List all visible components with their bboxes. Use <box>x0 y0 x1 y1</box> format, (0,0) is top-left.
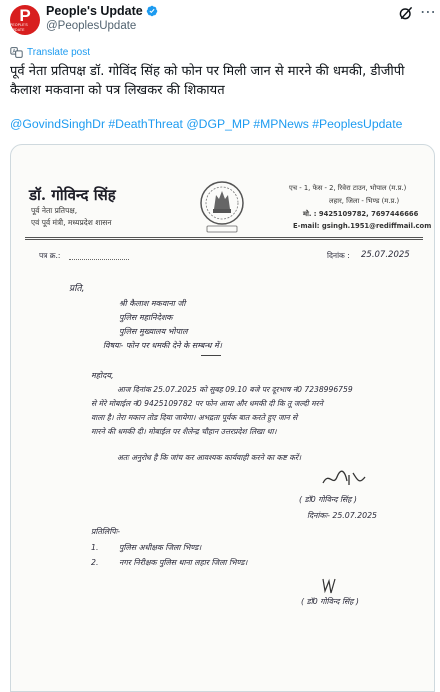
author-name[interactable]: People's Update <box>46 4 143 18</box>
address-line-1: एच - 1, फेस - 2, रिवेरा टाउन, भोपाल (म.प्र.) <box>289 184 407 192</box>
translate-icon <box>10 46 23 59</box>
author-name-row <box>46 4 158 18</box>
letter-subject: विषयः- फोन पर धमकी देने के सम्बन्ध में। <box>103 341 222 350</box>
copy-2-text: नगर निरीक्षक पुलिस थाना लहार जिला भिण्ड। <box>119 558 248 567</box>
letterhead-divider-thin <box>25 239 423 240</box>
addressee-designation: पुलिस महानिदेशक <box>119 313 173 322</box>
avatar-caption: PEOPLE'S UPDATE <box>10 22 28 32</box>
copy-1-number: 1. <box>91 543 99 552</box>
signatory-date: दिनांकः- 25.07.2025 <box>307 511 378 520</box>
date-label: दिनांक : <box>327 251 350 260</box>
letter-salutation: महोदय, <box>91 371 114 380</box>
letter-body-line-1: आज दिनांक 25.07.2025 को सुबह 09.10 बजे पर दूरभाष नं0 7238996759 <box>117 385 353 394</box>
avatar[interactable] <box>10 5 40 35</box>
post-hashtags[interactable]: @GovindSinghDr #DeathThreat @DGP_MP #MPNews #PeoplesUpdate <box>10 117 403 131</box>
svg-text:A: A <box>12 48 16 55</box>
letter-request: अतः अनुरोध है कि जांच कर आवश्यक कार्यवाही करने का कष्ट करें। <box>117 453 302 462</box>
avatar-letter: P <box>19 5 31 25</box>
letter-body-line-4: मारने की धमकी दी। मोबाईल पर शैलेन्द्र चौहान उत्तरप्रदेश लिखा था। <box>91 427 277 436</box>
letter-prati: प्रति, <box>69 284 85 294</box>
email-address: E-mail: gsingh.1951@rediffmail.com <box>293 222 432 230</box>
letterhead-title-1: पूर्व नेता प्रतिपक्ष, <box>31 206 78 215</box>
letterhead-name: डॉ. गोविन्द सिंह <box>29 186 116 204</box>
letter-body-line-3: वाला है। तेरा मकान तोड दिया जायेगा। अभद्रता पूर्वक बात करते हुए जान से <box>91 413 298 422</box>
copy-2-number: 2. <box>91 558 99 567</box>
state-emblem-icon <box>197 179 247 235</box>
ref-label: पत्र क्र.: <box>39 251 61 260</box>
translate-post-link[interactable] <box>10 46 90 59</box>
more-options-icon[interactable]: ⋯ <box>420 2 436 21</box>
address-line-2: लहार, जिला - भिण्ड (म.प्र.) <box>329 197 400 205</box>
letter-body-line-2: से मेरे मोबाईल नं0 9425109782 पर फोन आया और धमकी दी कि तू जल्दी मरने <box>91 399 323 408</box>
letter-document <box>11 145 434 691</box>
copy-1-text: पुलिस अधीक्षक जिला भिण्ड। <box>119 543 202 552</box>
translate-label: Translate post <box>27 47 90 58</box>
attached-letter-image[interactable] <box>10 144 435 692</box>
verified-badge-icon <box>146 5 158 17</box>
letterhead-title-2: एवं पूर्व मंत्री, मध्यप्रदेश शासन <box>31 218 112 227</box>
phone-numbers: मो. : 9425109782, 7697446666 <box>303 210 419 218</box>
ref-dotted-line <box>69 259 129 260</box>
author-handle[interactable]: @PeoplesUpdate <box>46 20 137 32</box>
addressee-office: पुलिस मुख्यालय भोपाल <box>119 327 188 336</box>
signatory-name-2: ( डॉ0 गोविन्द सिंह ) <box>301 597 359 606</box>
date-value: 25.07.2025 <box>361 250 410 260</box>
post-text: पूर्व नेता प्रतिपक्ष डॉ. गोविंद सिंह को फोन पर मिली जान से मारने की धमकी, डीजीपी कैलाश मकवाना को पत्र लिखकर की शिकायत <box>10 64 405 98</box>
signatory-name: ( डॉ0 गोविन्द सिंह ) <box>299 495 357 504</box>
signature-mark-2 <box>319 575 339 599</box>
addressee-name: श्री कैलाश मकवाना जी <box>119 299 186 308</box>
copy-label: प्रतिलिपिः- <box>91 527 121 536</box>
signature-mark <box>319 467 371 489</box>
letterhead-divider <box>25 237 423 238</box>
subject-underline <box>201 355 221 356</box>
grok-icon[interactable] <box>398 5 414 21</box>
